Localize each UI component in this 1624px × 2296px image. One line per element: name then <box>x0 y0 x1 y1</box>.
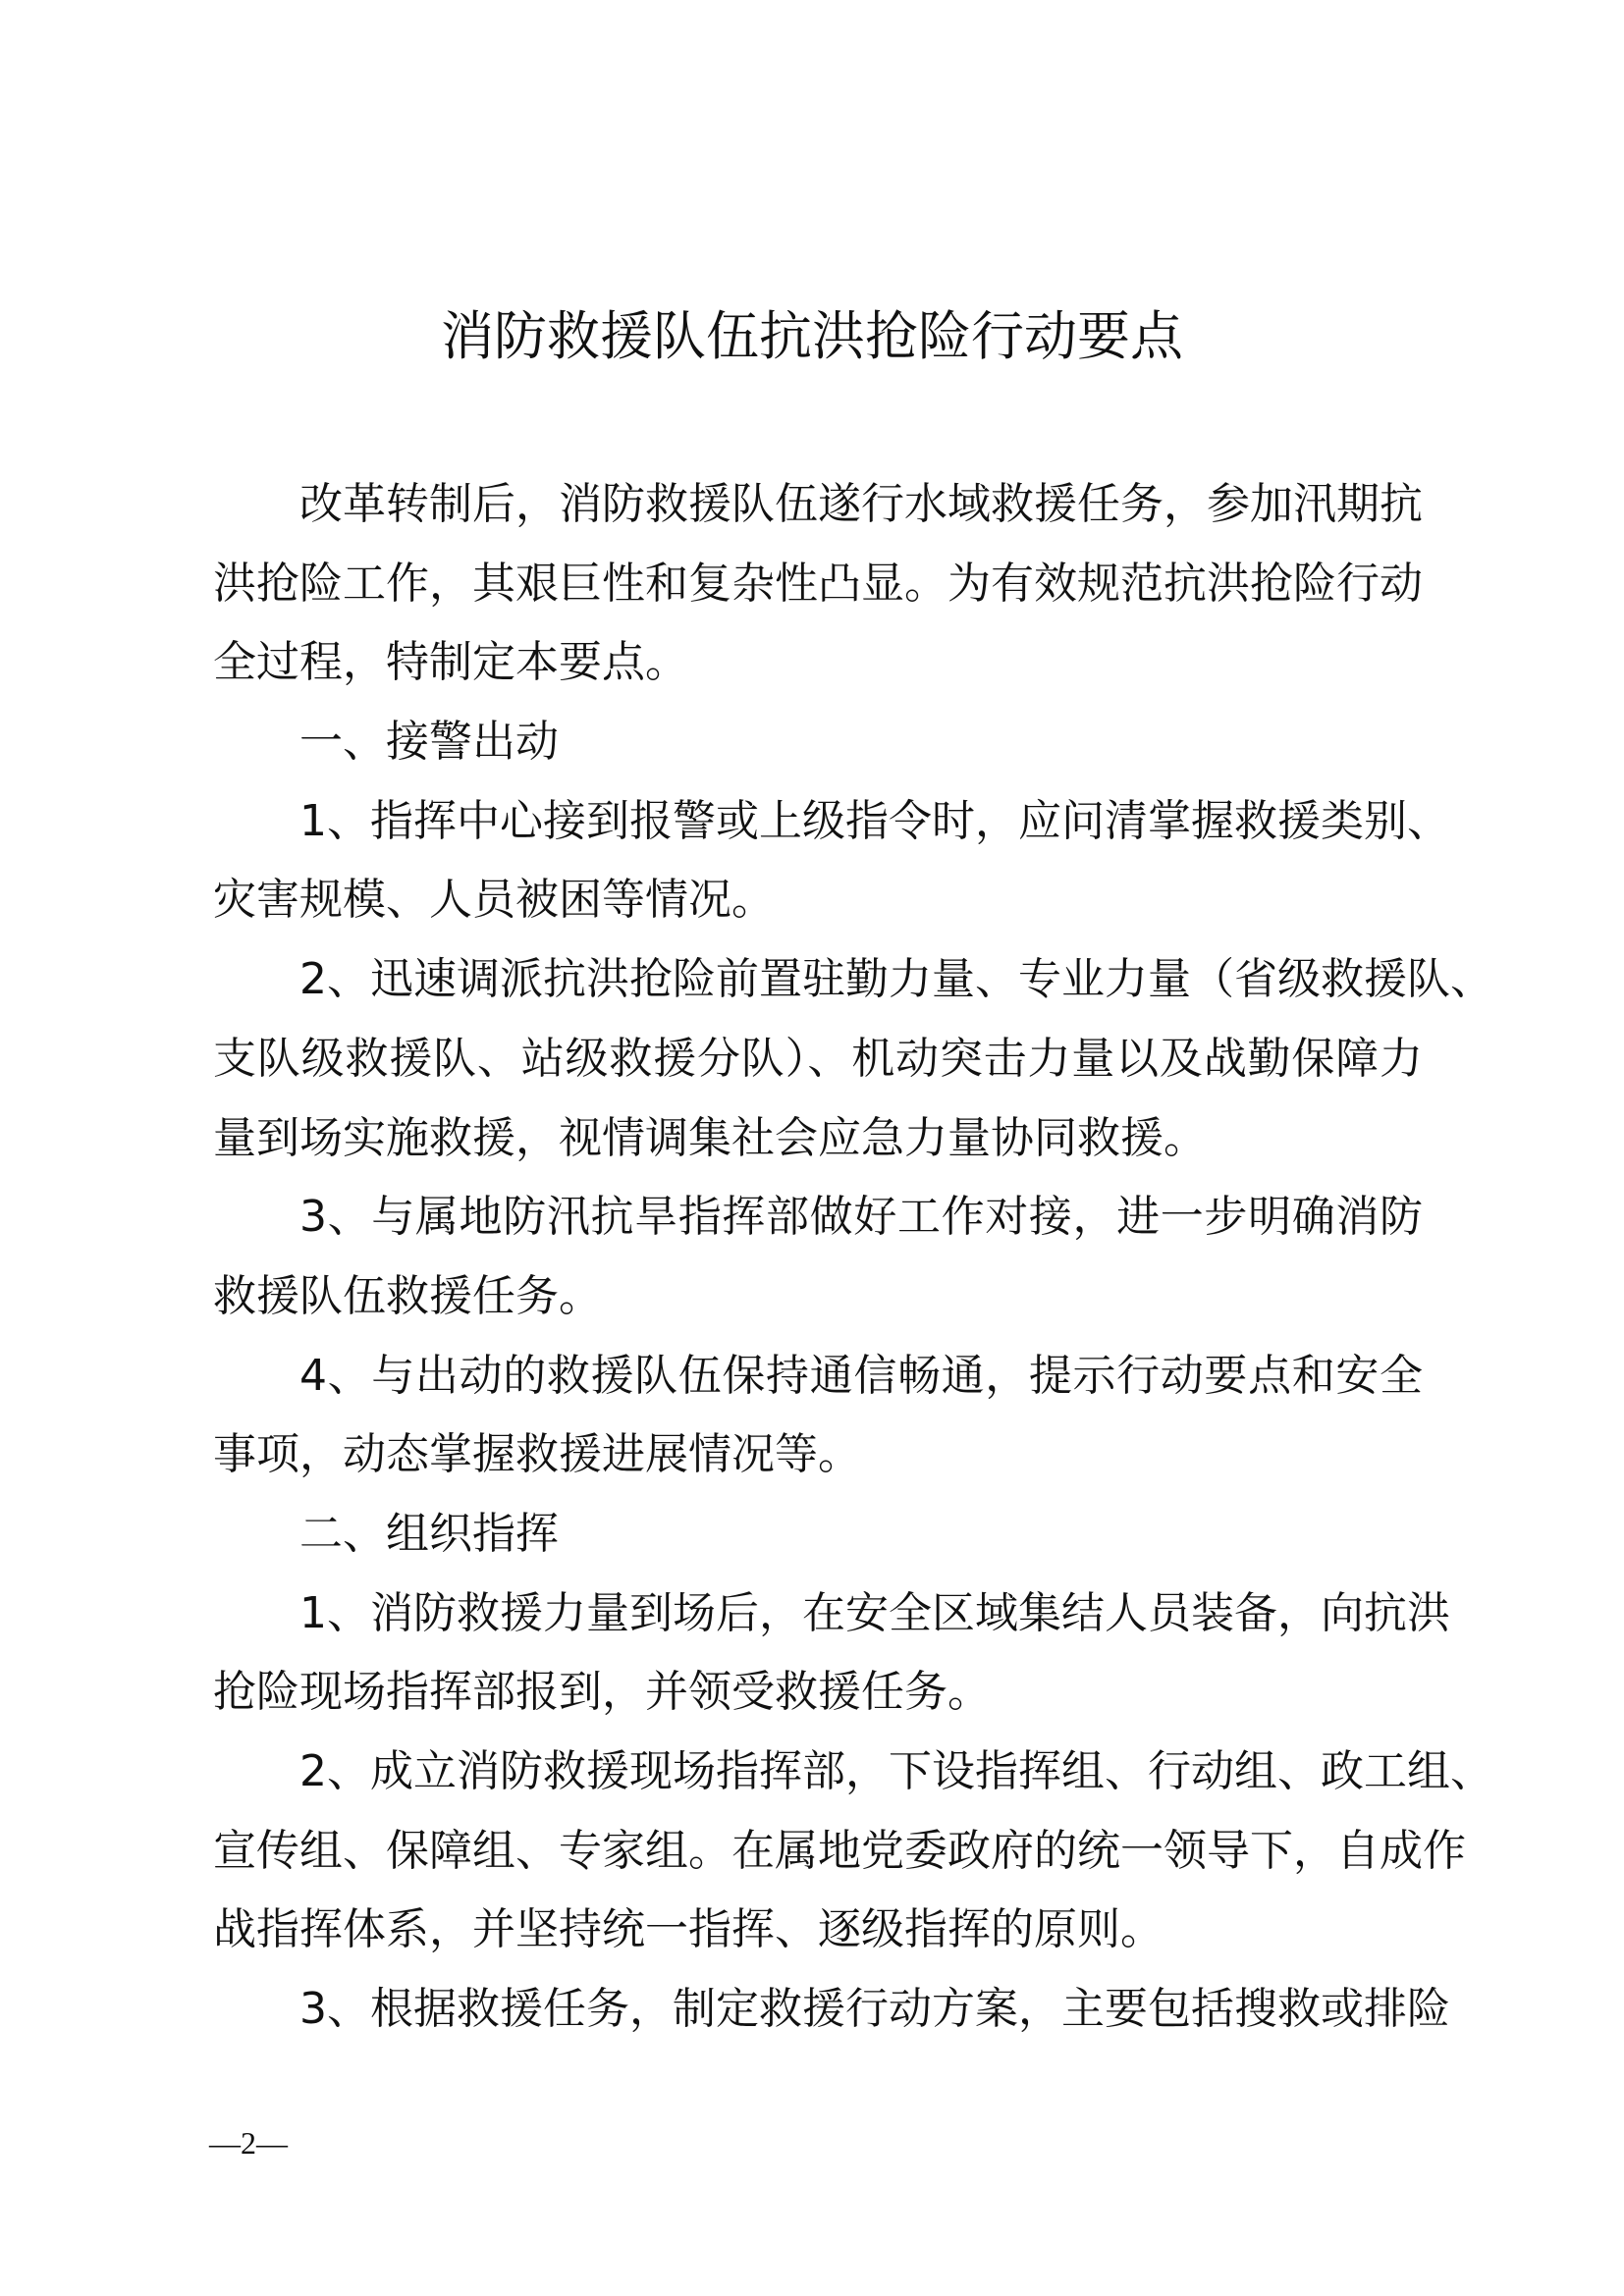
text-line: 量到场实施救援，视情调集社会应急力量协同救援。 <box>213 1112 1207 1163</box>
paragraph <box>213 1575 1450 1733</box>
text-line: 4、与出动的救援队伍保持通信畅通，提示行动要点和安全 <box>299 1350 1423 1401</box>
paragraph <box>213 1970 1450 2050</box>
text-line: 抢险现场指挥部报到，并领受救援任务。 <box>213 1667 991 1718</box>
text-line: 救援队伍救援任务。 <box>213 1270 602 1321</box>
text-line: 3、根据救援任务，制定救援行动方案，主要包括搜救或排险 <box>299 1984 1450 2035</box>
paragraph <box>213 782 1450 940</box>
paragraph <box>213 1337 1423 1495</box>
text-line: 战指挥体系，并坚持统一指挥、逐级指挥的原则。 <box>213 1904 1164 1955</box>
text-line: 一、接警出动 <box>299 717 559 768</box>
paragraph <box>213 1733 1493 1970</box>
section-heading <box>213 703 1423 782</box>
text-line: 灾害规模、人员被困等情况。 <box>213 875 775 926</box>
paragraph <box>213 465 1423 703</box>
document-body <box>213 465 1493 2050</box>
paragraph <box>213 1178 1423 1336</box>
text-line: 1、指挥中心接到报警或上级指令时，应问清掌握救援类别、 <box>299 795 1450 846</box>
text-line: 改革转制后，消防救援队伍遂行水域救援任务，参加汛期抗 <box>299 479 1423 529</box>
page-number: —2— <box>209 2125 288 2161</box>
text-line: 洪抢险工作，其艰巨性和复杂性凸显。为有效规范抗洪抢险行动 <box>213 558 1423 609</box>
text-line: 3、与属地防汛抗旱指挥部做好工作对接，进一步明确消防 <box>299 1192 1423 1243</box>
text-line: 全过程，特制定本要点。 <box>213 637 688 688</box>
text-line: 事项，动态掌握救援进展情况等。 <box>213 1429 861 1480</box>
text-line: 1、消防救援力量到场后，在安全区域集结人员装备，向抗洪 <box>299 1587 1450 1638</box>
section-heading <box>213 1495 1423 1575</box>
text-line: 宣传组、保障组、专家组。在属地党委政府的统一领导下，自成作 <box>213 1825 1466 1876</box>
paragraph <box>213 940 1493 1178</box>
text-line: 2、成立消防救援现场指挥部，下设指挥组、行动组、政工组、 <box>299 1746 1493 1796</box>
document-title: 消防救援队伍抗洪抢险行动要点 <box>441 305 1183 367</box>
text-line: 支队级救援队、站级救援分队）、机动突击力量以及战勤保障力 <box>213 1033 1423 1084</box>
text-line: 二、组织指挥 <box>299 1508 559 1559</box>
text-line: 2、迅速调派抗洪抢险前置驻勤力量、专业力量（省级救援队、 <box>299 954 1493 1005</box>
